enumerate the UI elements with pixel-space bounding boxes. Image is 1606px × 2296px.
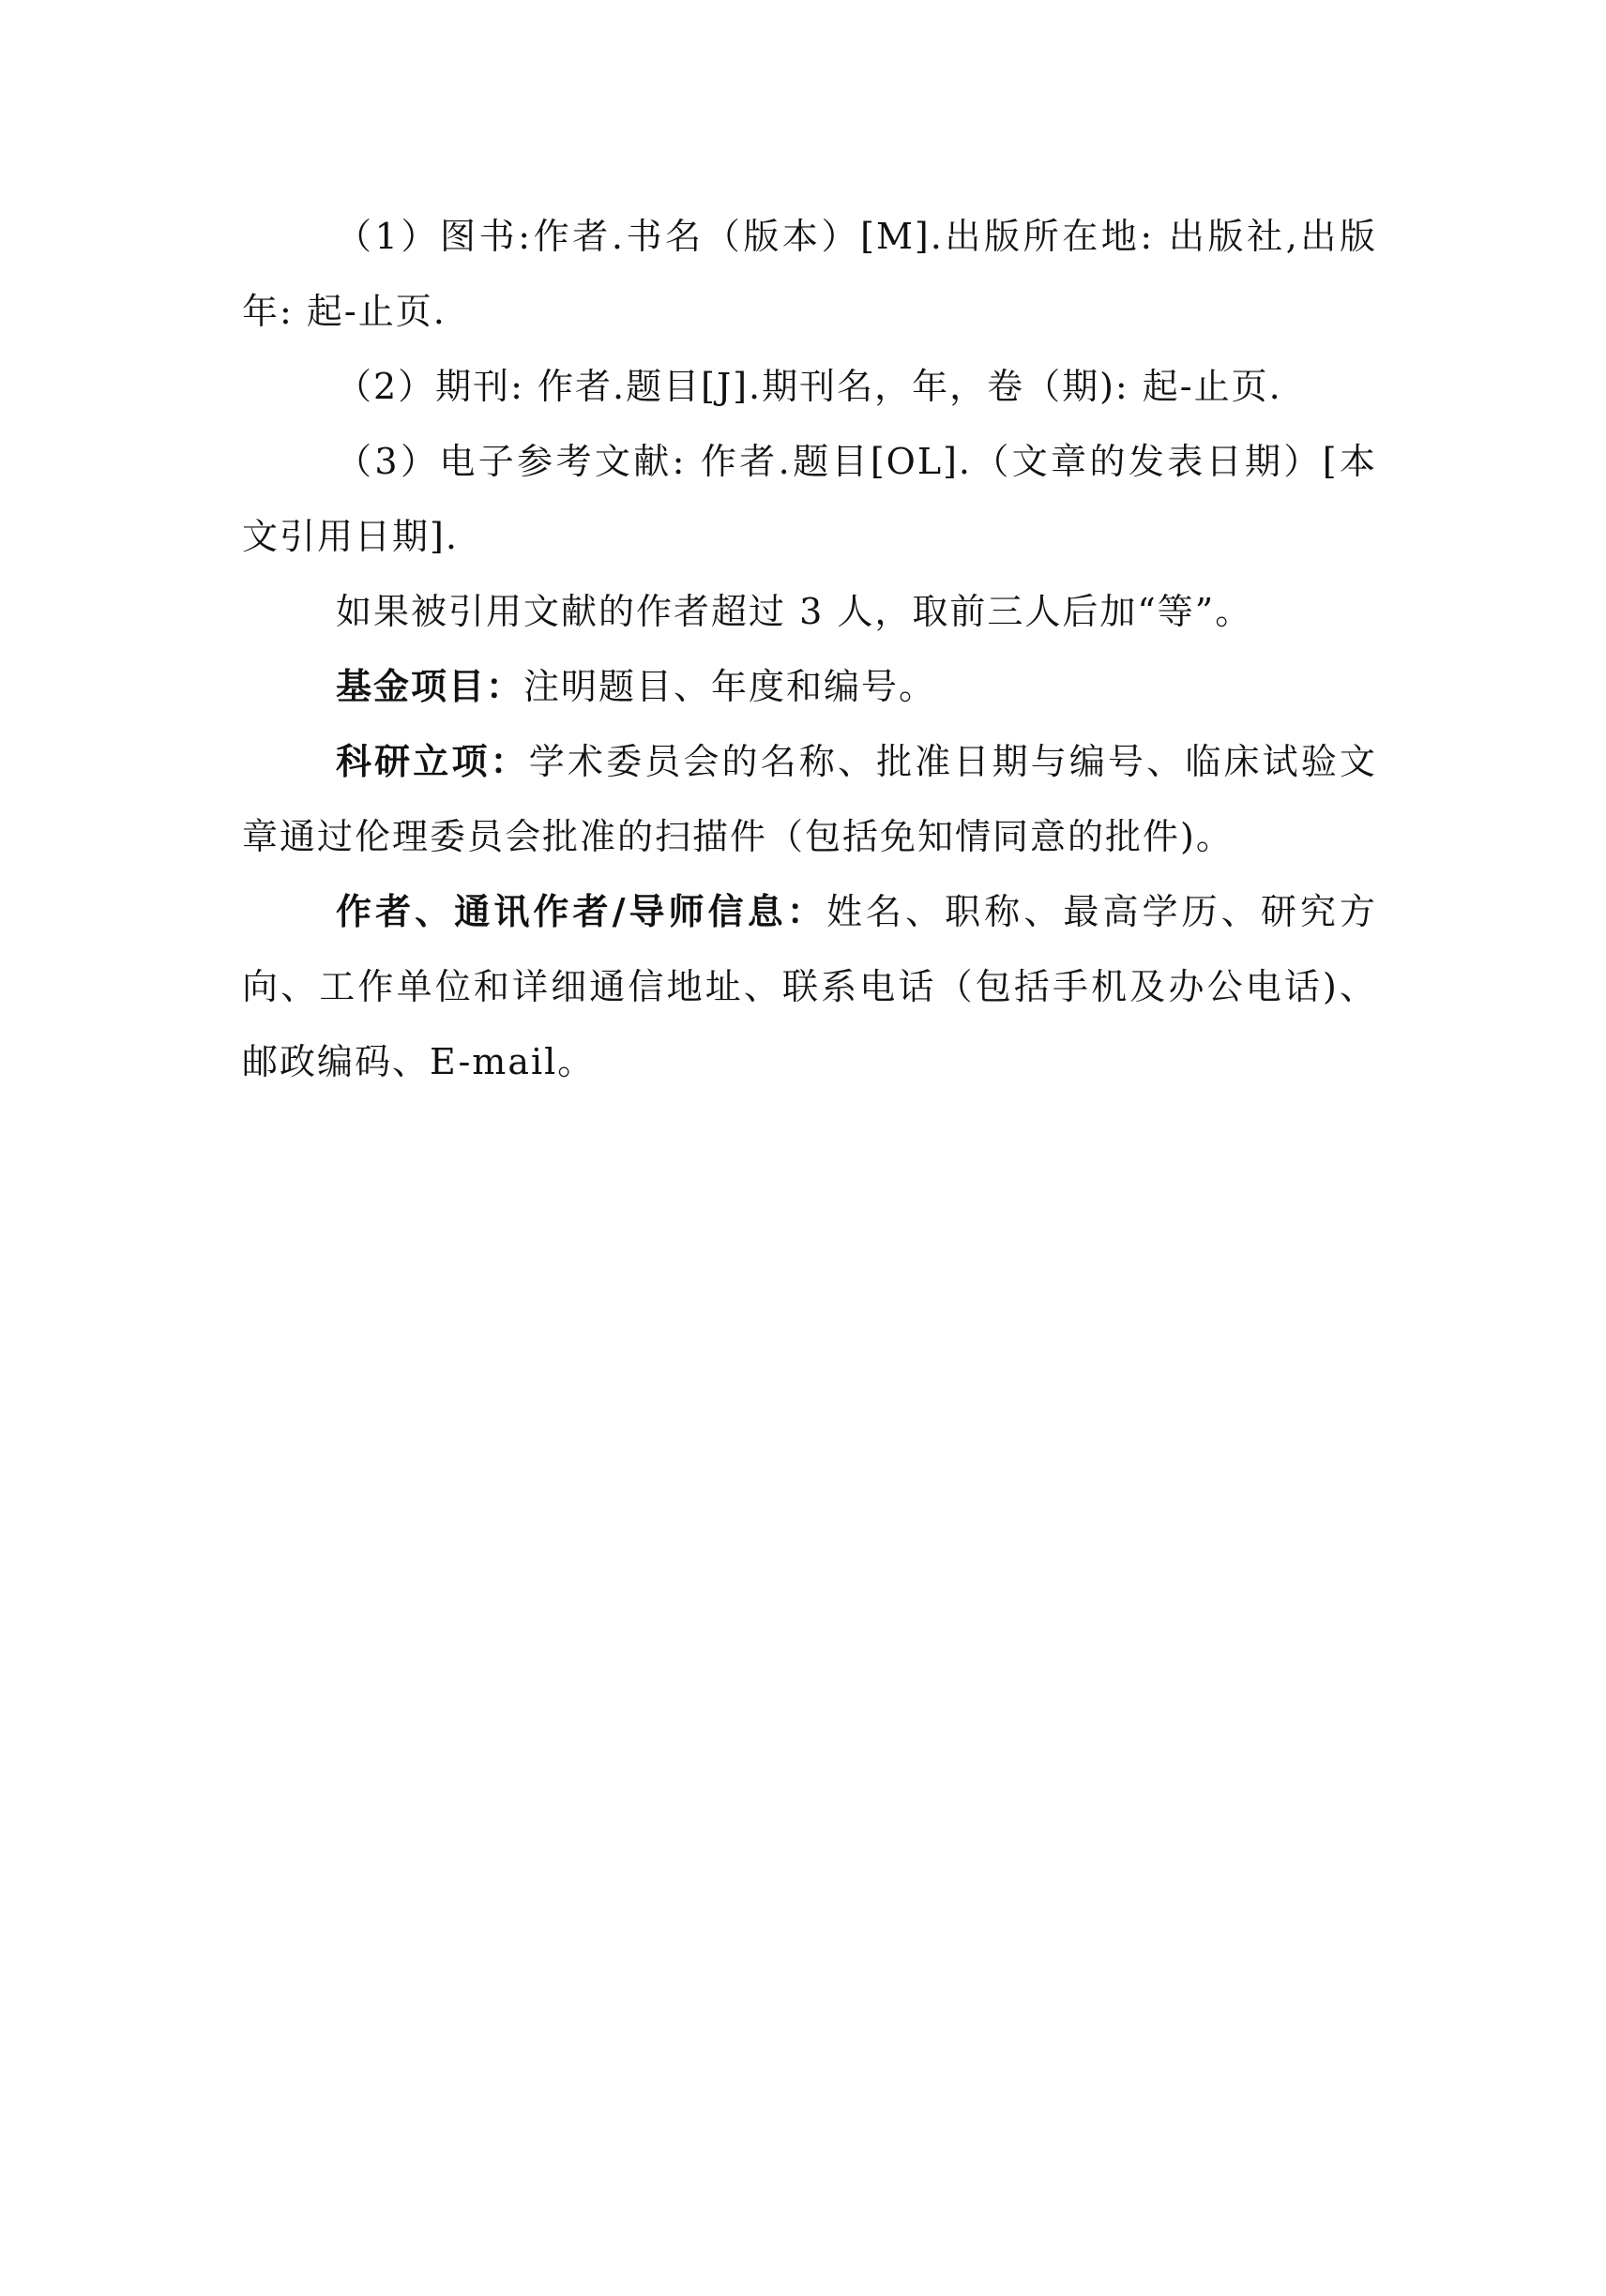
fund-label: 基金项目： <box>336 666 524 707</box>
author-info-paragraph <box>242 874 1377 1099</box>
research-label: 科研立项： <box>336 741 529 782</box>
authors-limit-note: 如果被引用文献的作者超过 3 人，取前三人后加“等”。 <box>336 591 1253 632</box>
fund-text: 注明题目、年度和编号。 <box>523 666 937 707</box>
fund-paragraph <box>242 649 1377 724</box>
reference-format-journal: （2）期刊: 作者.题目[J].期刊名，年，卷（期): 起-止页. <box>336 366 1282 407</box>
research-text: 学术委员会的名称、批准日期与编号、临床试验文章通过伦理委员会批准的扫描件（包括免知情同意的批件)。 <box>242 741 1377 857</box>
research-paragraph <box>242 724 1377 874</box>
reference-format-electronic: （3）电子参考文献: 作者.题目[OL].（文章的发表日期）[本文引用日期]. <box>242 441 1377 557</box>
reference-format-book: （1）图书:作者.书名（版本）[M].出版所在地: 出版社,出版年: 起-止页. <box>242 216 1377 332</box>
page-body <box>242 199 1377 1099</box>
author-info-label: 作者、通讯作者/导师信息： <box>336 891 826 932</box>
author-info-text: 姓名、职称、最高学历、研究方向、工作单位和详细通信地址、联系电话（包括手机及办公电话)、邮政编码、E-mail。 <box>242 891 1377 1082</box>
